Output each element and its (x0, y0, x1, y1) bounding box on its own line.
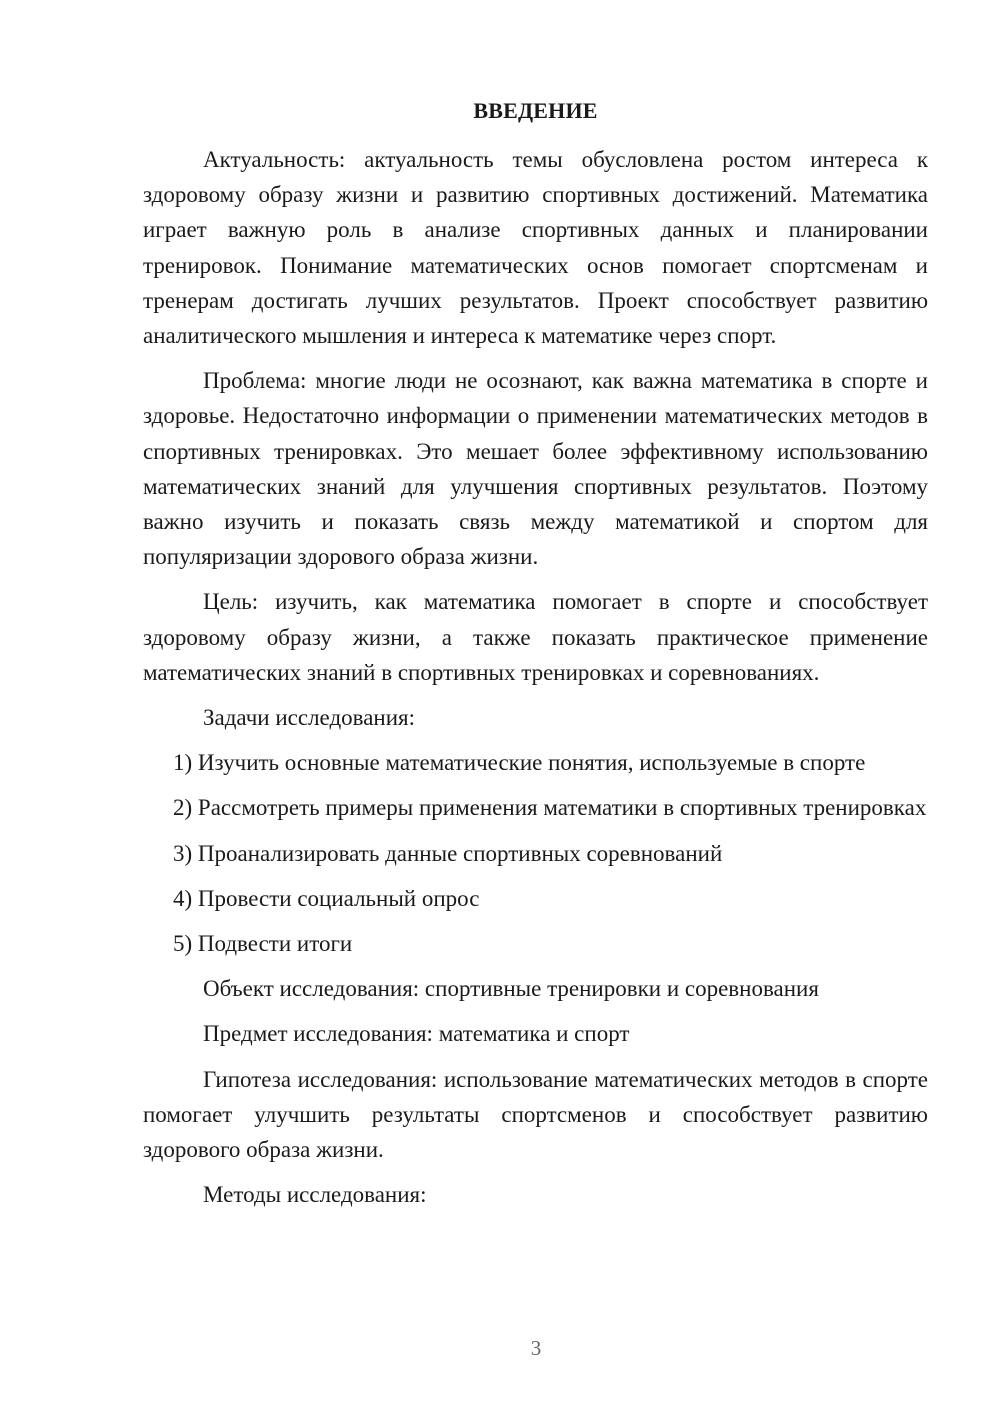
page-title: ВВЕДЕНИЕ (473, 98, 598, 123)
task-item-1: 1) Изучить основные математические понятия, используемые в спорте (173, 750, 866, 776)
goal-paragraph: Цель: изучить, как математика помогает в спорте и способствует здоровому образу жизни, а также показать практическое применение математических знаний в спортивных тренировках и соревнованиях. (143, 589, 928, 685)
methods-heading: Методы исследования: (203, 1182, 427, 1208)
task-item-2: 2) Рассмотреть примеры применения математики в спортивных тренировках (173, 795, 927, 821)
task-item-5: 5) Подвести итоги (173, 931, 353, 957)
page-number: 3 (530, 1336, 542, 1360)
problem-paragraph: Проблема: многие люди не осознают, как важна математика в спорте и здоровье. Недостаточно информации о применении математических методов в спортивных тренировках. Это мешает более эффективному использованию математических знаний для улучшения спортивных результатов. Поэтому важно изучить и показать связь между математикой и спортом для популяризации здорового образа жизни. (143, 368, 928, 570)
task-item-4: 4) Провести социальный опрос (173, 885, 480, 911)
research-subject-paragraph: Предмет исследования: математика и спорт (203, 1021, 630, 1047)
research-object-paragraph: Объект исследования: спортивные тренировки и соревнования (203, 976, 819, 1002)
relevance-paragraph: Актуальность: актуальность темы обусловлена ростом интереса к здоровому образу жизни и развитию спортивных достижений. Математика играет важную роль в анализе спортивных данных и планировании тренировок. Понимание математических основ помогает спортсменам и тренерам достигать лучших результатов. Проект способствует развитию аналитического мышления и интереса к математике через спорт. (143, 147, 928, 349)
tasks-heading: Задачи исследования: (203, 705, 416, 731)
document-body (143, 142, 928, 1222)
hypothesis-paragraph: Гипотеза исследования: использование математических методов в спорте помогает улучшить результаты спортсменов и способствует развитию здорового образа жизни. (143, 1066, 928, 1163)
task-item-3: 3) Проанализировать данные спортивных соревнований (173, 840, 723, 866)
